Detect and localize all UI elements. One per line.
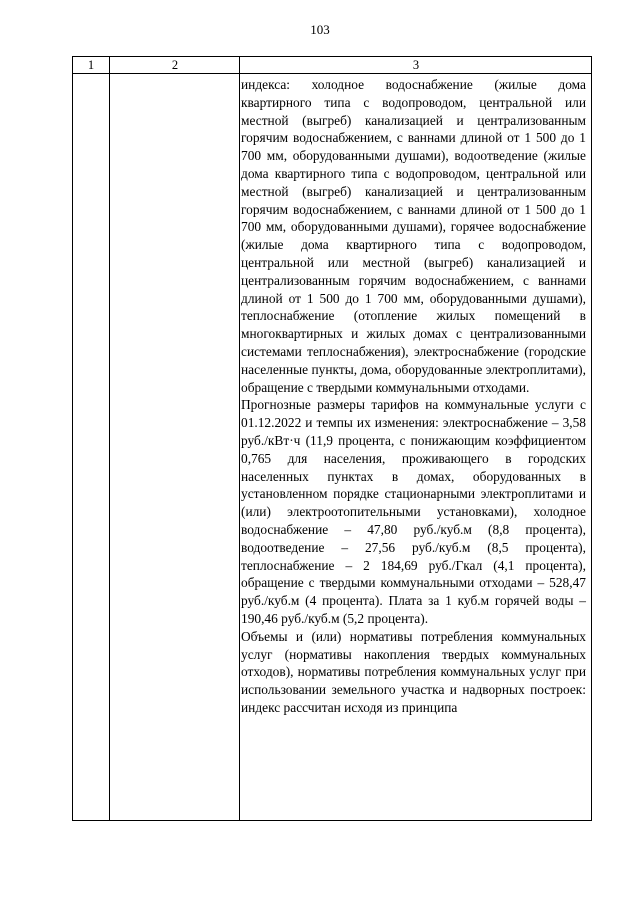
table-header-row (73, 57, 591, 74)
cell-col-3-content (241, 76, 586, 717)
column-divider-1 (109, 57, 110, 820)
page-number: 103 (310, 22, 330, 37)
paragraph-indexes: индекса: холодное водоснабжение (жилые дома квартирного типа с водопроводом, центральной или местной (выгреб) канализацией и централизованным горячим водоснабжением, с ваннами длиной от 1 500 до 1 700 мм, оборудованными душами), водоотведение (жилые дома квартирного типа с водопроводом, центральной или местной (выгреб) канализацией и централизованным горячим водоснабжением, с ваннами длиной от 1 500 до 1 700 мм, оборудованными душами), горячее водоснабжение (жилые дома квартирного типа с водопроводом, центральной или местной (выгреб) канализацией и централизованным горячим водоснабжением, с ваннами длиной от 1 500 до 1 700 мм, оборудованными душами), теплоснабжение (отопление жилых помещений в многоквартирных и жилых домах с централизованными системами теплоснабжения), электроснабжение (городские населенные пункты, дома, оборудованные электроплитами), обращение с твердыми коммунальными отходами. (241, 77, 586, 395)
paragraph-volumes: Объемы и (или) нормативы потребления коммунальных услуг (нормативы накопления твердых коммунальных отходов), нормативы потребления коммунальных услуг при использовании земельного участка и надворных построек: индекс рассчитан исходя из принципа (241, 628, 586, 715)
column-divider-2 (239, 57, 240, 820)
document-table (72, 56, 592, 821)
header-col-2: 2 (171, 58, 179, 72)
header-col-1: 1 (87, 58, 95, 72)
paragraph-tariffs: Прогнозные размеры тарифов на коммунальные услуги с 01.12.2022 и темпы их изменения: электроснабжение – 3,58 руб./кВт·ч (11,9 процента, с понижающим коэффициентом 0,765 для населения, проживающего в городских населенных пунктах в домах, оборудованных в установленном порядке стационарными электроплитами и (или) электроотопительными установками), холодное водоснабжение – 47,80 руб./куб.м (8,8 процента), водоотведение – 27,56 руб./куб.м (8,5 процента), теплоснабжение – 2 184,69 руб./Гкал (4,1 процента), обращение с твердыми коммунальными отходами – 528,47 руб./куб.м (4 процента). Плата за 1 куб.м горячей воды – 190,46 руб./куб.м (5,2 процента). (241, 397, 586, 626)
header-col-3: 3 (412, 58, 420, 72)
